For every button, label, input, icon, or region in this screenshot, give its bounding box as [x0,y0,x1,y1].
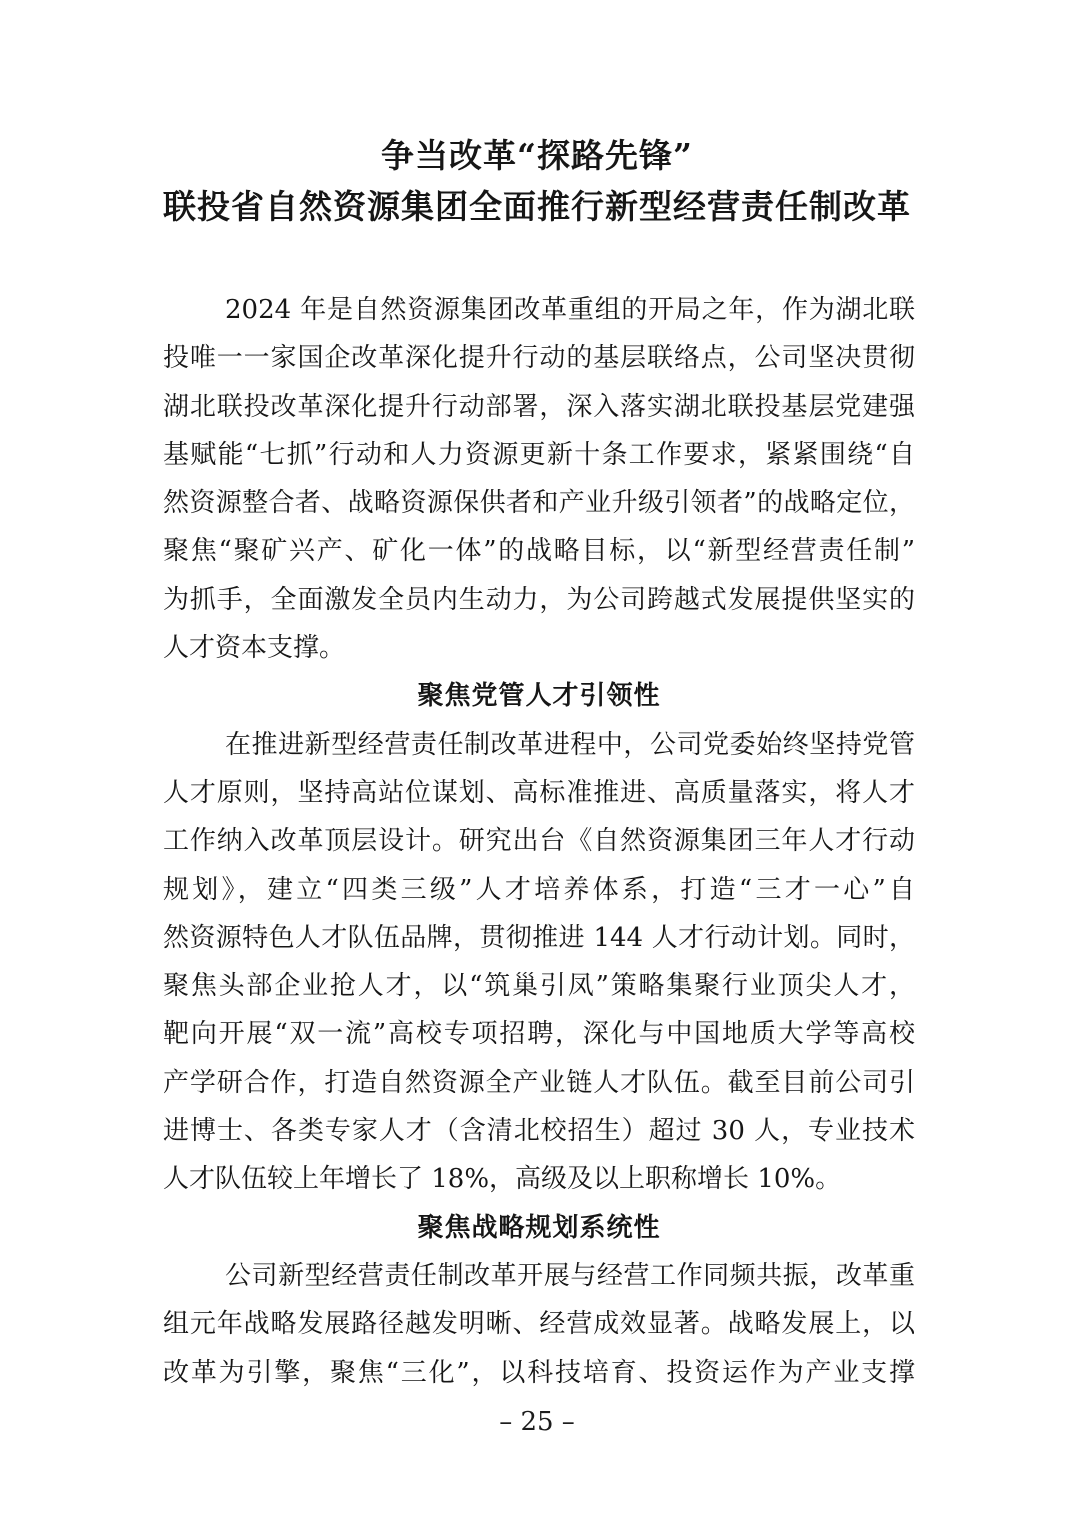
text-line: 公司新型经营责任制改革开展与经营工作同频共振，改革重 [225,1260,915,1291]
document-body [163,286,915,1397]
text-line: 基赋能“七抓”行动和人力资源更新十条工作要求，紧紧围绕“自 [163,439,915,470]
text-line: 靶向开展“双一流”高校专项招聘，深化与中国地质大学等高校 [163,1019,915,1050]
text-line: 规划》，建立“四类三级”人才培养体系，打造“三才一心”自 [163,874,915,905]
text-line: 工作纳入改革顶层设计。研究出台《自然资源集团三年人才行动 [163,826,915,857]
text-line: 然资源整合者、战略资源保供者和产业升级引领者”的战略定位， [163,488,915,519]
text-line: 然资源特色人才队伍品牌，贯彻推进 144 人才行动计划。同时， [163,922,915,953]
document-title-line-1: 争当改革“探路先锋” [381,136,693,175]
text-line: 人才资本支撑。 [163,633,346,664]
text-line: 人才队伍较上年增长了 18%，高级及以上职称增长 10%。 [163,1164,842,1195]
text-line: 改革为引擎，聚焦“三化”，以科技培育、投资运作为产业支撑 [163,1357,915,1388]
document-title [0,130,1074,232]
text-line: 进博士、各类专家人才（含清北校招生）超过 30 人，专业技术 [163,1116,915,1147]
text-line: 为抓手，全面激发全员内生动力，为公司跨越式发展提供坚实的 [163,584,915,615]
text-line: 聚焦“聚矿兴产、矿化一体”的战略目标，以“新型经营责任制” [163,536,915,567]
document-title-line-2: 联投省自然资源集团全面推行新型经营责任制改革 [163,187,911,226]
page-number: – 25 – [499,1407,575,1437]
paragraph [163,721,915,1204]
text-line: 产学研合作，打造自然资源全产业链人才队伍。截至目前公司引 [163,1067,915,1098]
text-line: 在推进新型经营责任制改革进程中，公司党委始终坚持党管 [225,729,915,760]
text-line: 投唯一一家国企改革深化提升行动的基层联络点，公司坚决贯彻 [163,343,915,374]
section-heading: 聚焦战略规划系统性 [417,1212,661,1243]
page-footer [0,1406,1074,1438]
paragraph [163,1252,915,1397]
text-line: 湖北联投改革深化提升行动部署，深入落实湖北联投基层党建强 [163,391,915,422]
text-line: 聚焦头部企业抢人才，以“筑巢引凤”策略集聚行业顶尖人才， [163,971,915,1002]
text-line: 2024 年是自然资源集团改革重组的开局之年，作为湖北联 [225,295,915,325]
text-line: 组元年战略发展路径越发明晰、经营成效显著。战略发展上，以 [163,1309,915,1340]
paragraph [163,286,915,672]
text-line: 人才原则，坚持高站位谋划、高标准推进、高质量落实，将人才 [163,777,915,808]
section-heading: 聚焦党管人才引领性 [417,681,661,712]
